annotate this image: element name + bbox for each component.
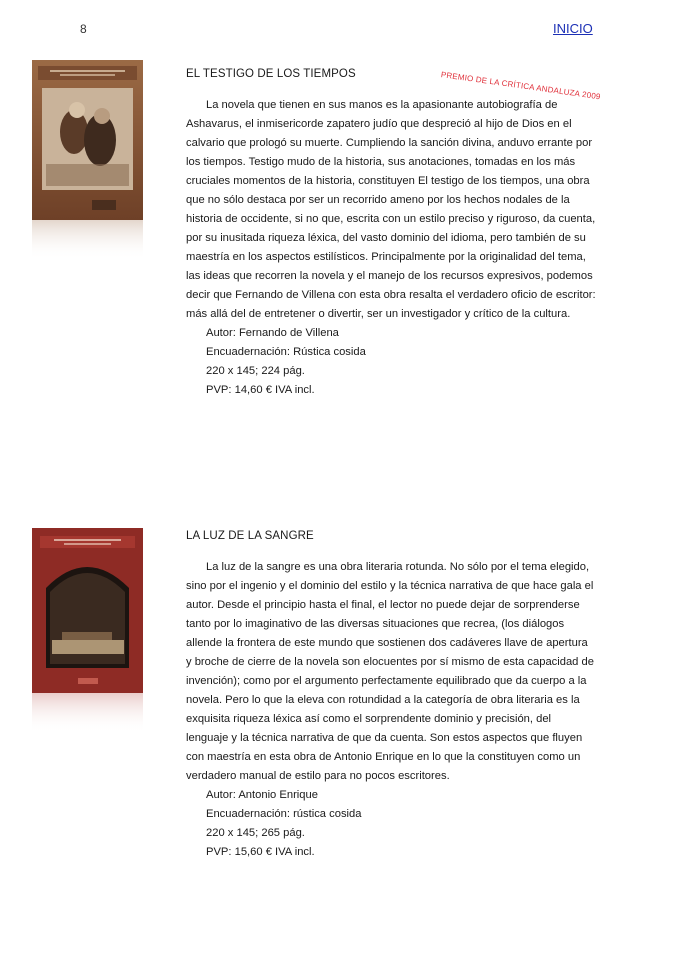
book-description: La novela que tienen en sus manos es la apasionante autobiografía de Ashavarus, el inmisericorde zapatero judío que despreció al hijo de Dios en el calvario que prologó su muerte. Cumpliendo la sanción divina, anduvo errante por los tiempos. Testigo mudo de la historia, sus anotaciones, tomadas en los más cruciales momentos de la historia, constituyen El testigo de los tiempos, una obra que no sólo destaca por ser un recorrido ameno por los hechos nodales de la historia de occidente, si no que, escrita con un estilo preciso y riguroso, da cuenta, por su inusitada riqueza léxica, del vasto dominio del idioma, pero también de su maestría en los aspectos estilísticos. Principalmente por la originalidad del tema, las ideas que recorren la novela y el manejo de los recursos expresivos, podemos decir que Fernando de Villena con esta obra resalta el verdadero oficio de escritor: más allá del de entretener o divertir, ser un investigador y crítico de la cultura.: [186, 99, 596, 320]
book-title: LA LUZ DE LA SANGRE: [186, 530, 314, 542]
award-stamp: PREMIO DE LA CRÍTICA ANDALUZA 2009: [440, 70, 602, 102]
book-author: Autor: Antonio Enrique: [206, 789, 318, 801]
cover-image-testigo: [32, 60, 143, 220]
book-price: PVP: 15,60 € IVA incl.: [206, 846, 315, 858]
book-size-pages: 220 x 145; 224 pág.: [206, 365, 305, 377]
book-cover-testigo: [32, 60, 143, 260]
book-entry-luz: [186, 527, 596, 862]
book-binding: Encuadernación: Rústica cosida: [206, 346, 366, 358]
book-title: EL TESTIGO DE LOS TIEMPOS: [186, 68, 356, 80]
book-binding: Encuadernación: rústica cosida: [206, 808, 362, 820]
inicio-link[interactable]: INICIO: [553, 21, 593, 36]
cover-reflection: [32, 220, 143, 260]
book-author: Autor: Fernando de Villena: [206, 327, 339, 339]
cover-image-luz: [32, 528, 143, 693]
book-description: La luz de la sangre es una obra literaria rotunda. No sólo por el tema elegido, sino por el ingenio y el dominio del estilo y la técnica narrativa de que hace gala el autor. Desde el principio hasta el final, el lector no puede dejar de sorprenderse tanto por lo imaginativo de las diversas situaciones que recrea, (los diálogos allende la frontera de este mundo que sostienen dos cadáveres llave de apertura y broche de cierre de la novela son elocuentes por sí mismo de esta capacidad de invención); como por el argumento perfectamente equilibrado que da cuerpo a la novela. Pero lo que la eleva con rotundidad a la categoría de obra literaria es la exquisita riqueza léxica así como el sorprendente dominio y precisión, del lenguaje y la técnica narrativa de que da cuenta. Son estos aspectos que fluyen con maestría en esta obra de Antonio Enrique en lo que la constituyen como un verdadero manual de estilo para no pocos escritores.: [186, 561, 594, 782]
page-number: 8: [80, 22, 87, 36]
book-size-pages: 220 x 145; 265 pág.: [206, 827, 305, 839]
book-cover-luz: [32, 528, 143, 733]
cover-reflection: [32, 693, 143, 733]
book-entry-testigo: [186, 65, 596, 400]
book-price: PVP: 14,60 € IVA incl.: [206, 384, 315, 396]
